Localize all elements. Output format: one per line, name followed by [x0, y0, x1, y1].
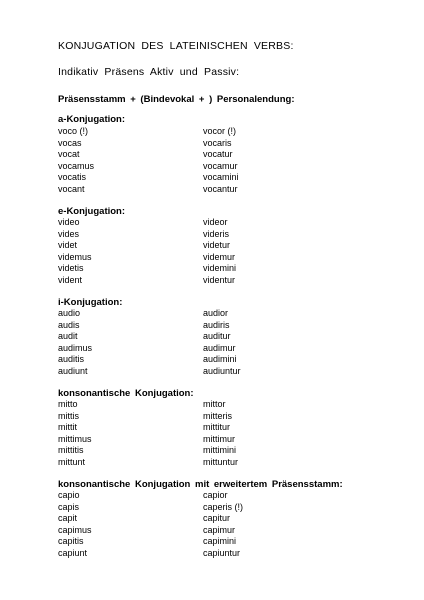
conjugation-row: [58, 434, 378, 446]
passive-form: vocantur: [203, 183, 238, 194]
active-form: audis: [58, 319, 80, 330]
document-subtitle: Indikativ Präsens Aktiv und Passiv:: [58, 66, 240, 78]
passive-form: mittimini: [203, 445, 236, 455]
conjugation-row: [58, 126, 378, 138]
active-form: vocamus: [58, 160, 95, 171]
active-form: vides: [58, 228, 80, 239]
section-title-a-conjugation: a-Konjugation:: [58, 114, 126, 125]
active-form: auditis: [58, 354, 85, 364]
passive-form: videntur: [203, 274, 236, 285]
active-form: audit: [58, 331, 78, 341]
conjugation-row: [58, 366, 378, 378]
active-form: mittimus: [58, 433, 92, 444]
conjugation-row: [58, 536, 378, 548]
active-form: vocatis: [58, 172, 87, 182]
conjugation-row: [58, 490, 378, 502]
active-form: audio: [58, 308, 81, 318]
conjugation-row: [58, 457, 378, 469]
active-form: videt: [58, 240, 78, 250]
passive-form: capitur: [203, 513, 231, 523]
passive-form: audiuntur: [203, 365, 241, 376]
conjugation-row: [58, 399, 378, 411]
active-form: video: [58, 217, 80, 227]
passive-form: videris: [203, 228, 230, 239]
conjugation-row: [58, 411, 378, 423]
conjugation-row: [58, 149, 378, 161]
conjugation-row: [58, 263, 378, 275]
active-form: audiunt: [58, 365, 88, 376]
active-form: mittis: [58, 410, 79, 421]
conjugation-row: [58, 513, 378, 525]
passive-form: capimini: [203, 536, 237, 546]
passive-form: capior: [203, 490, 228, 500]
conjugation-row: [58, 308, 378, 320]
passive-form: mittuntur: [203, 456, 239, 467]
conjugation-row: [58, 240, 378, 252]
formula-line: Präsensstamm + (Bindevokal + ) Personalendung:: [58, 94, 295, 105]
passive-form: audimini: [203, 354, 237, 364]
conjugation-row: [58, 525, 378, 537]
section-title-extended-stem-conjugation: konsonantische Konjugation mit erweitertem Präsensstamm:: [58, 479, 343, 490]
passive-form: mittitur: [203, 422, 230, 432]
section-title-e-conjugation: e-Konjugation:: [58, 206, 126, 217]
passive-form: vocaris: [203, 137, 232, 148]
active-form: mittit: [58, 422, 77, 432]
conjugation-row: [58, 445, 378, 457]
passive-form: audiris: [203, 319, 230, 330]
conjugation-row: [58, 320, 378, 332]
passive-form: audior: [203, 308, 229, 318]
conjugation-row: [58, 422, 378, 434]
conjugation-row: [58, 252, 378, 264]
active-form: vocas: [58, 137, 82, 148]
passive-form: auditur: [203, 331, 231, 341]
conjugation-row: [58, 343, 378, 355]
passive-form: vocamur: [203, 160, 238, 171]
active-form: voco (!): [58, 126, 89, 136]
active-form: vocat: [58, 149, 80, 159]
active-form: videtis: [58, 263, 84, 273]
passive-form: mitteris: [203, 410, 232, 421]
passive-form: vocamini: [203, 172, 239, 182]
section-title-consonant-conjugation: konsonantische Konjugation:: [58, 388, 194, 399]
conjugation-row: [58, 331, 378, 343]
active-form: videmus: [58, 251, 92, 262]
active-form: mittitis: [58, 445, 84, 455]
active-form: vocant: [58, 183, 85, 194]
conjugation-row: [58, 217, 378, 229]
passive-form: audimur: [203, 342, 236, 353]
passive-form: capimur: [203, 524, 236, 535]
active-form: vident: [58, 274, 83, 285]
active-form: capiunt: [58, 547, 88, 558]
conjugation-row: [58, 502, 378, 514]
active-form: capimus: [58, 524, 92, 535]
active-form: capis: [58, 501, 80, 512]
conjugation-row: [58, 161, 378, 173]
conjugation-row: [58, 138, 378, 150]
conjugation-row: [58, 548, 378, 560]
passive-form: caperis (!): [203, 501, 244, 512]
active-form: capit: [58, 513, 78, 523]
active-form: audimus: [58, 342, 93, 353]
passive-form: capiuntur: [203, 547, 241, 558]
passive-form: videmini: [203, 263, 237, 273]
active-form: capitis: [58, 536, 84, 546]
passive-form: mittimur: [203, 433, 235, 444]
conjugation-row: [58, 172, 378, 184]
conjugation-row: [58, 354, 378, 366]
conjugation-row: [58, 184, 378, 196]
passive-form: vocatur: [203, 149, 233, 159]
conjugation-row: [58, 229, 378, 241]
active-form: mittunt: [58, 456, 86, 467]
passive-form: vocor (!): [203, 126, 237, 136]
document-title: KONJUGATION DES LATEINISCHEN VERBS:: [58, 40, 294, 52]
passive-form: videmur: [203, 251, 236, 262]
passive-form: videor: [203, 217, 228, 227]
passive-form: videtur: [203, 240, 231, 250]
section-title-i-conjugation: i-Konjugation:: [58, 297, 123, 308]
conjugation-row: [58, 275, 378, 287]
active-form: capio: [58, 490, 80, 500]
active-form: mitto: [58, 399, 78, 409]
passive-form: mittor: [203, 399, 226, 409]
